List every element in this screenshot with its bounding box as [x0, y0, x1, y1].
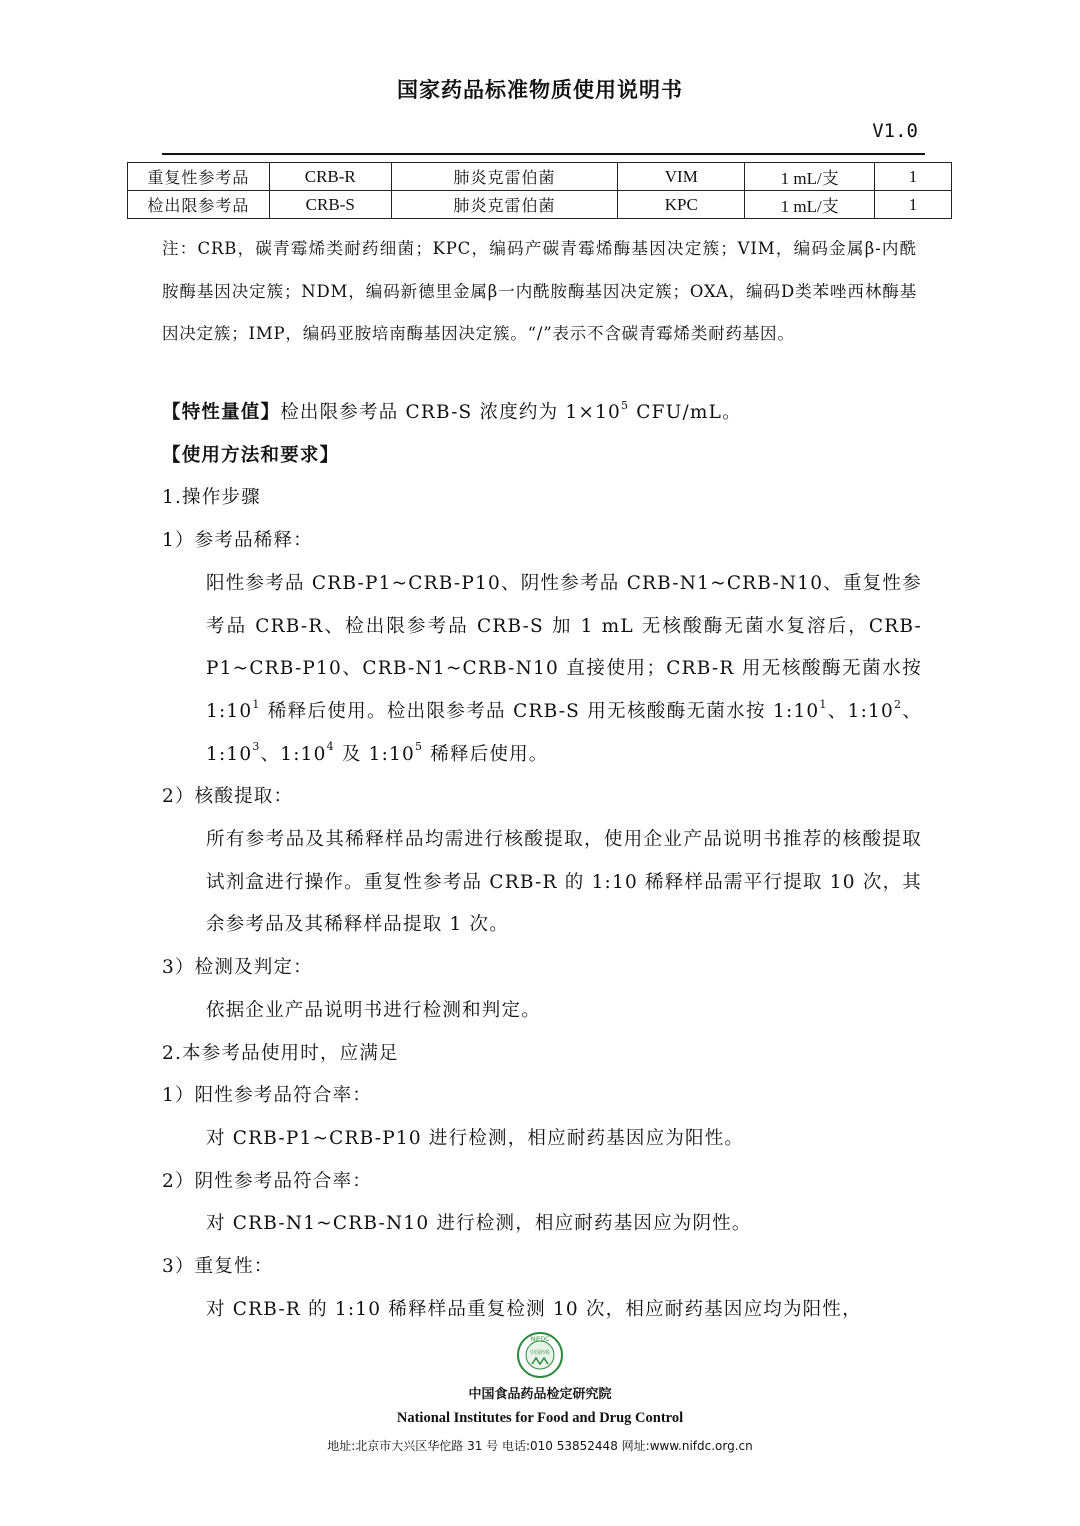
- property-paragraph: [162, 392, 922, 435]
- page-footer: [0, 1330, 1080, 1454]
- org-name-en: National Institutes for Food and Drug Control: [396, 1410, 684, 1426]
- table-note: [162, 228, 917, 356]
- detection-paragraph: 依据企业产品说明书进行检测和判定。: [206, 999, 541, 1021]
- table-cell: CRB-S: [269, 191, 391, 219]
- property-exponent: 5: [621, 398, 630, 412]
- table-cell: VIM: [618, 163, 745, 191]
- usage-heading: 【使用方法和要求】: [162, 444, 340, 466]
- table-cell: 肺炎克雷伯菌: [391, 191, 618, 219]
- logo-subtext: 中国药检: [529, 1350, 551, 1356]
- header-rule: [162, 153, 925, 155]
- reference-table: [127, 162, 952, 219]
- table-cell: 1: [875, 163, 952, 191]
- table-cell: 检出限参考品: [128, 191, 270, 219]
- dilution-text: 、1:10: [206, 700, 922, 765]
- exponent: 1: [252, 697, 261, 711]
- org-name-zh: 中国食品药品检定研究院: [468, 1387, 612, 1402]
- dilution-paragraph: [162, 563, 922, 777]
- nifdc-logo: [515, 1330, 565, 1380]
- property-heading: 【特性量值】: [162, 402, 281, 423]
- table-cell: CRB-R: [269, 163, 391, 191]
- positive-paragraph: 对 CRB-P1~CRB-P10 进行检测，相应耐药基因应为阳性。: [206, 1127, 745, 1149]
- exponent: 3: [252, 740, 261, 754]
- negative-paragraph: 对 CRB-N1~CRB-N10 进行检测，相应耐药基因应为阴性。: [206, 1213, 752, 1235]
- table-cell: 1 mL/支: [745, 163, 875, 191]
- subsection-heading: 1）阳性参考品符合率：: [162, 1085, 372, 1107]
- document-body: [162, 392, 922, 1331]
- dilution-text: 、1:10: [260, 743, 327, 765]
- subsection-heading: 2）阴性参考品符合率：: [162, 1170, 372, 1192]
- dilution-text: 、1:10: [827, 700, 894, 722]
- dilution-text: 稀释后使用。检出限参考品 CRB-S 用无核酸酶无菌水按 1:10: [260, 700, 820, 722]
- logo-text: NIFDC: [530, 1336, 550, 1343]
- exponent: 5: [415, 740, 424, 754]
- table-cell: KPC: [618, 191, 745, 219]
- extraction-paragraph: 所有参考品及其稀释样品均需进行核酸提取，使用企业产品说明书推荐的核酸提取试剂盒进行操作。重复性参考品 CRB-R 的 1:10 稀释样品需平行提取 10 次，其余参考品及其稀释样品提取 1 次。: [206, 829, 922, 936]
- repeatability-paragraph: 对 CRB-R 的 1:10 稀释样品重复检测 10 次，相应耐药基因应均为阳性，: [206, 1298, 862, 1320]
- note-text: 注：CRB，碳青霉烯类耐药细菌；KPC，编码产碳青霉烯酶基因决定簇；VIM，编码金属β-内酰胺酶基因决定簇；NDM，编码新德里金属β一内酰胺酶基因决定簇；OXA，编码D类苯唑西林酶基因决定簇；IMP，编码亚胺培南酶基因决定簇。“/”表示不含碳青霉烯类耐药基因。: [162, 239, 917, 343]
- table-cell: 肺炎克雷伯菌: [391, 163, 618, 191]
- subsection-heading: 3）重复性：: [162, 1256, 274, 1278]
- exponent: 2: [893, 697, 903, 711]
- table-cell: 1 mL/支: [745, 191, 875, 219]
- org-address: 地址:北京市大兴区华佗路 31 号 电话:010 53852448 网址:www.nifdc.org.cn: [327, 1439, 753, 1453]
- document-title: 国家药品标准物质使用说明书: [397, 78, 683, 102]
- exponent: 4: [326, 740, 335, 754]
- table-row: [128, 191, 952, 219]
- version-label: V1.0: [872, 120, 918, 142]
- table-cell: 重复性参考品: [128, 163, 270, 191]
- subsection-heading: 2）核酸提取：: [162, 786, 294, 808]
- exponent: 1: [819, 697, 828, 711]
- section-heading: 1.操作步骤: [162, 487, 261, 509]
- table-row: [128, 163, 952, 191]
- property-unit: CFU/mL。: [629, 402, 742, 423]
- dilution-text: 阳性参考品 CRB-P1~CRB-P10、阴性参考品 CRB-N1~CRB-N10、重复性参考品 CRB-R、检出限参考品 CRB-S 加 1 mL 无核酸酶无菌水复溶后，CRB-P1~CRB-P10、CRB-N1~CRB-N10 直接使用；CRB-R 用无核酸酶无菌水按 1:10: [206, 572, 922, 722]
- section-heading: 2.本参考品使用时，应满足: [162, 1042, 399, 1064]
- property-text: 检出限参考品 CRB-S 浓度约为 1×10: [280, 402, 622, 423]
- table-cell: 1: [875, 191, 952, 219]
- dilution-text: 及 1:10: [334, 743, 416, 765]
- subsection-heading: 3）检测及判定：: [162, 957, 313, 979]
- subsection-heading: 1）参考品稀释：: [162, 530, 313, 552]
- dilution-text: 稀释后使用。: [423, 743, 549, 765]
